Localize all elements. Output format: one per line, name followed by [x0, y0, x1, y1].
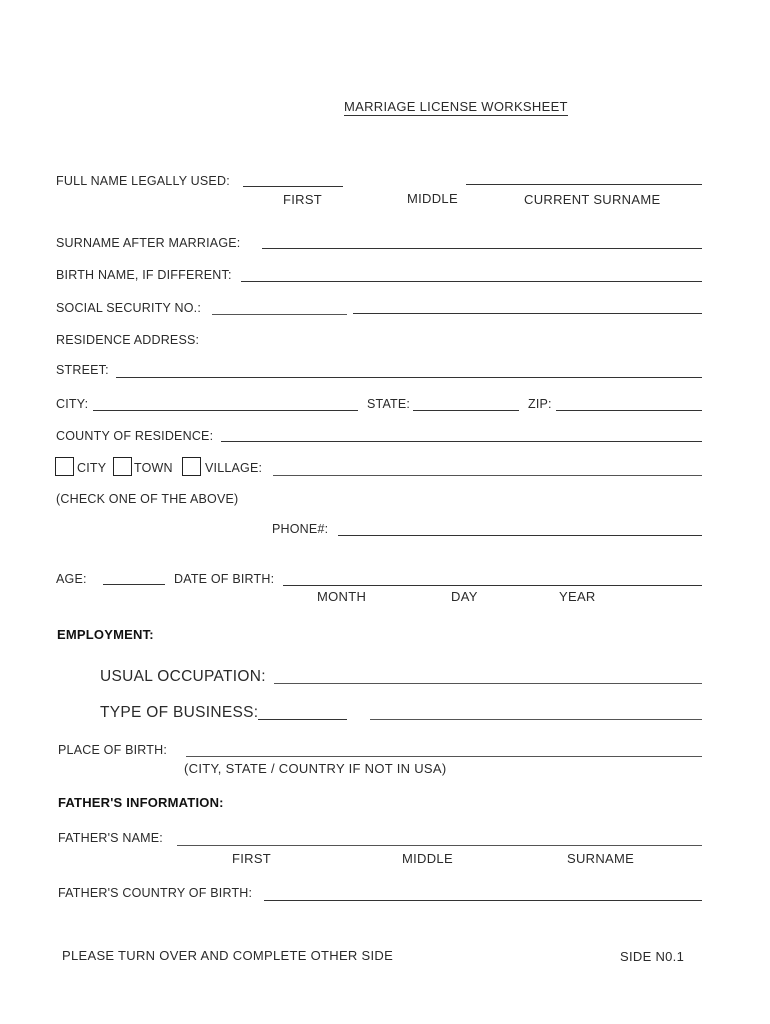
- city-checkbox[interactable]: [55, 457, 74, 476]
- street-label: STREET:: [56, 363, 109, 377]
- zip-label: ZIP:: [528, 397, 552, 411]
- ssn-field-part-2[interactable]: [353, 313, 702, 314]
- father-first-caption: FIRST: [232, 851, 272, 866]
- city-field[interactable]: [93, 410, 358, 411]
- dob-label: DATE OF BIRTH:: [174, 572, 275, 586]
- type-of-business-field-part-1[interactable]: [258, 719, 347, 720]
- side-number: SIDE N0.1: [620, 949, 685, 964]
- city-option-label: CITY: [77, 461, 107, 475]
- father-name-label: FATHER'S NAME:: [58, 831, 163, 845]
- turn-over-note: PLEASE TURN OVER AND COMPLETE OTHER SIDE: [62, 948, 394, 963]
- street-field[interactable]: [116, 377, 702, 378]
- father-middle-caption: MIDDLE: [402, 851, 453, 866]
- full-name-first-field[interactable]: [243, 186, 343, 187]
- town-option-label: TOWN: [134, 461, 173, 475]
- place-of-birth-field[interactable]: [186, 756, 702, 757]
- zip-field[interactable]: [556, 410, 702, 411]
- full-name-surname-field[interactable]: [466, 184, 702, 185]
- county-field[interactable]: [221, 441, 702, 442]
- state-field[interactable]: [413, 410, 519, 411]
- type-of-business-label: TYPE OF BUSINESS:: [100, 704, 259, 721]
- employment-heading: EMPLOYMENT:: [57, 627, 154, 642]
- place-of-birth-label: PLACE OF BIRTH:: [58, 743, 168, 757]
- state-label: STATE:: [367, 397, 411, 411]
- city-label: CITY:: [56, 397, 89, 411]
- surname-after-marriage-field[interactable]: [262, 248, 702, 249]
- place-of-birth-hint: (CITY, STATE / COUNTRY IF NOT IN USA): [184, 761, 447, 776]
- dob-year-caption: YEAR: [559, 589, 596, 604]
- age-label: AGE:: [56, 572, 87, 586]
- father-country-field[interactable]: [264, 900, 702, 901]
- full-name-middle-caption: MIDDLE: [407, 191, 458, 206]
- birth-name-field[interactable]: [241, 281, 702, 282]
- residence-address-label: RESIDENCE ADDRESS:: [56, 333, 200, 347]
- municipality-name-field[interactable]: [273, 475, 702, 476]
- father-info-heading: FATHER'S INFORMATION:: [58, 795, 224, 810]
- phone-field[interactable]: [338, 535, 702, 536]
- dob-month-caption: MONTH: [317, 589, 367, 604]
- surname-after-marriage-label: SURNAME AFTER MARRIAGE:: [56, 236, 241, 250]
- town-checkbox[interactable]: [113, 457, 132, 476]
- dob-field[interactable]: [283, 585, 702, 586]
- dob-day-caption: DAY: [451, 589, 478, 604]
- village-option-label: VILLAGE:: [205, 461, 263, 475]
- full-name-surname-caption: CURRENT SURNAME: [524, 192, 661, 207]
- ssn-label: SOCIAL SECURITY NO.:: [56, 301, 202, 315]
- check-one-note: (CHECK ONE OF THE ABOVE): [56, 492, 239, 506]
- father-surname-caption: SURNAME: [567, 851, 635, 866]
- father-country-label: FATHER'S COUNTRY OF BIRTH:: [58, 886, 253, 900]
- village-checkbox[interactable]: [182, 457, 201, 476]
- full-name-label: FULL NAME LEGALLY USED:: [56, 174, 230, 188]
- worksheet-title: MARRIAGE LICENSE WORKSHEET: [344, 99, 568, 114]
- father-name-field[interactable]: [177, 845, 702, 846]
- type-of-business-field-part-2[interactable]: [370, 719, 702, 720]
- age-field[interactable]: [103, 584, 165, 585]
- county-label: COUNTY OF RESIDENCE:: [56, 429, 214, 443]
- usual-occupation-field[interactable]: [274, 683, 702, 684]
- ssn-field-part-1[interactable]: [212, 314, 347, 315]
- usual-occupation-label: USUAL OCCUPATION:: [100, 668, 266, 685]
- birth-name-label: BIRTH NAME, IF DIFFERENT:: [56, 268, 232, 282]
- phone-label: PHONE#:: [272, 522, 329, 536]
- full-name-first-caption: FIRST: [283, 192, 323, 207]
